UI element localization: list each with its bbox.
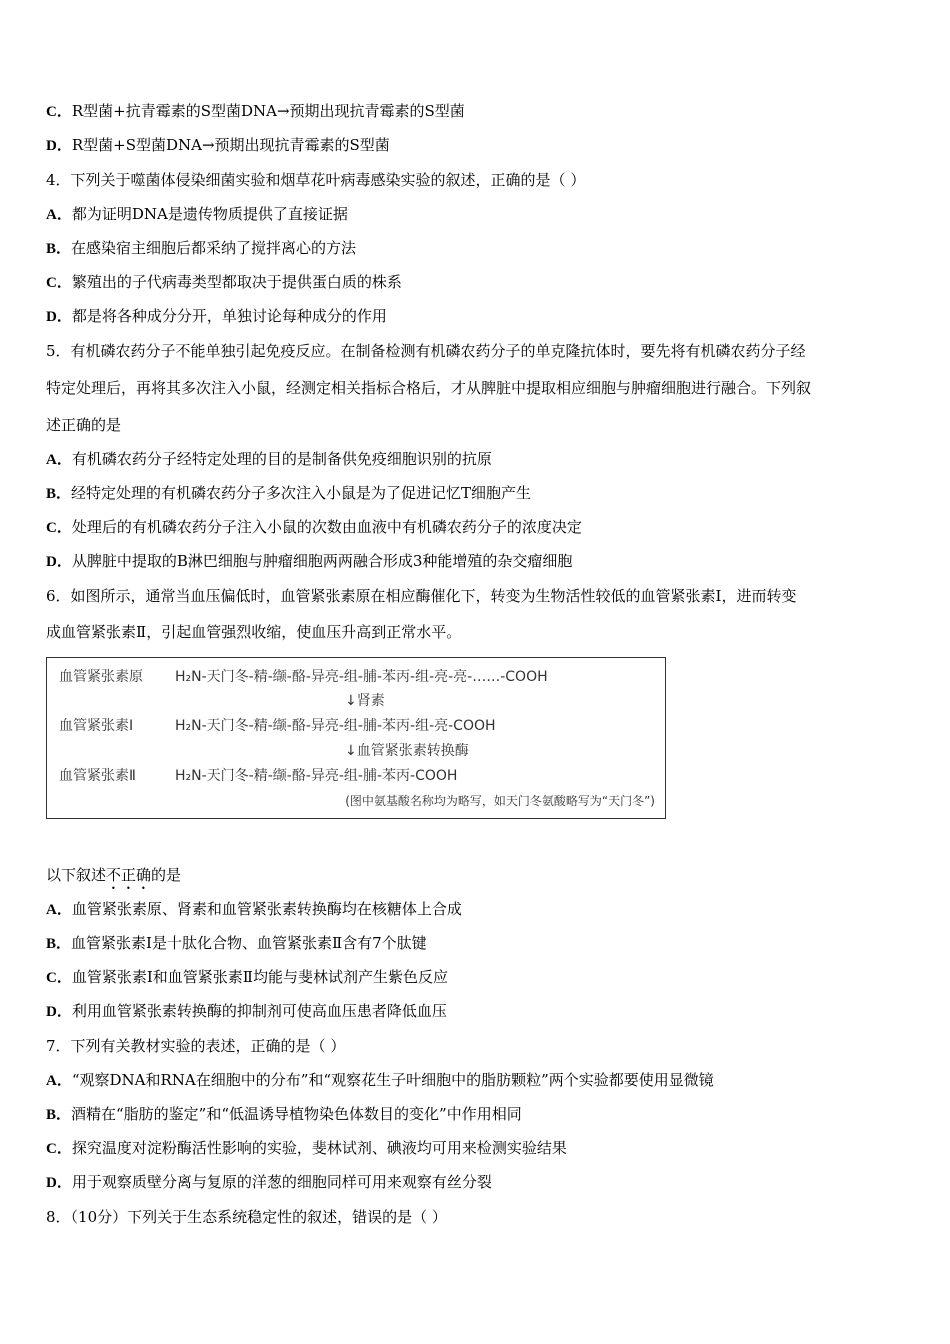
question-7-option-d [46,1172,492,1193]
question-4-option-a [46,204,348,225]
question-5-option-c [46,517,582,538]
prompt-text: 的是 [151,866,182,884]
option-text: 繁殖出的子代病毒类型都取决于提供蛋白质的株系 [71,273,402,291]
option-text: 血管紧张素原、肾素和血管紧张素转换酶均在核糖体上合成 [71,900,462,918]
question-8-stem: 8．（10分）下列关于生态系统稳定性的叙述，错误的是（ ） [46,1208,447,1226]
option-label: B． [46,1107,72,1123]
option-text: 经特定处理的有机磷农药分子多次注入小鼠是为了促进记忆T细胞产生 [71,484,532,502]
option-label: C． [46,970,72,986]
option-text: 利用血管紧张素转换酶的抑制剂可使高血压患者降低血压 [71,1002,447,1020]
figure-row-angiotensin-1 [59,717,496,735]
option-label: A． [46,452,72,468]
figure-arrow-ace: ↓血管紧张素转换酶 [345,743,469,759]
option-text: 有机磷农药分子经特定处理的目的是制备供免疫细胞识别的抗原 [71,450,492,468]
option-text: 血管紧张素Ⅰ是十肽化合物、血管紧张素Ⅱ含有7个肽键 [71,934,427,952]
question-4-option-b [46,238,356,259]
option-d [46,135,390,156]
question-5-option-d [46,551,572,572]
question-6-stem-line-2: 成血管紧张素Ⅱ，引起血管强烈收缩，使血压升高到正常水平。 [46,623,462,641]
prompt-emphasis: 不正确 [106,866,152,884]
option-label: C． [46,1141,72,1157]
option-label: D． [46,1004,72,1020]
question-5-stem-line-1: 5．有机磷农药分子不能单独引起免疫反应。在制备检测有机磷农药分子的单克隆抗体时，要先将有机磷农药分子经 [46,342,806,360]
question-4-option-c [46,272,402,293]
question-7-option-c [46,1138,567,1159]
question-6-prompt [46,865,181,893]
question-6-option-b [46,933,427,954]
option-label: C． [46,520,72,536]
option-text: 都是将各种成分分开，单独讨论每种成分的作用 [71,307,387,325]
figure-row-sequence: H₂N-天门冬-精-缬-酪-异亮-组-脯-苯丙-组-亮-COOH [175,718,496,734]
option-text: 都为证明DNA是遗传物质提供了直接证据 [71,205,348,223]
question-7-stem: 7．下列有关教材实验的表述，正确的是（ ） [46,1037,346,1055]
question-6-option-a [46,899,462,920]
figure-row-name: 血管紧张素原 [59,669,143,685]
option-label: B． [46,241,72,257]
question-7-option-a [46,1070,714,1091]
question-5-option-a [46,449,492,470]
option-text: 酒精在“脂肪的鉴定”和“低温诱导植物染色体数目的变化”中作用相同 [71,1105,522,1123]
question-7-option-b [46,1104,522,1125]
question-6-option-c [46,967,448,988]
prompt-text: 以下叙述 [46,866,107,884]
option-label: B． [46,936,72,952]
option-label: A． [46,902,72,918]
option-label: C． [46,104,72,120]
option-text: 从脾脏中提取的B淋巴细胞与肿瘤细胞两两融合形成3种能增殖的杂交瘤细胞 [71,552,573,570]
option-text: 在感染宿主细胞后都采纳了搅拌离心的方法 [71,239,357,257]
figure-row-angiotensin-2 [59,767,457,785]
option-label: D． [46,309,72,325]
figure-row-name: 血管紧张素Ⅰ [59,718,134,734]
question-6-option-d [46,1001,447,1022]
figure-row-name: 血管紧张素Ⅱ [59,768,136,784]
option-text: 探究温度对淀粉酶活性影响的实验，斐林试剂、碘液均可用来检测实验结果 [71,1139,567,1157]
option-label: C． [46,275,72,291]
question-6-stem-line-1: 6．如图所示，通常当血压偏低时，血管紧张素原在相应酶催化下，转变为生物活性较低的血管紧张素Ⅰ，进而转变 [46,587,797,605]
option-text: 用于观察质壁分离与复原的洋葱的细胞同样可用来观察有丝分裂 [71,1173,492,1191]
figure-arrow-renin: ↓肾素 [345,693,385,709]
figure-row-sequence: H₂N-天门冬-精-缬-酪-异亮-组-脯-苯丙-COOH [175,768,458,784]
option-label: A． [46,207,72,223]
option-label: D． [46,138,72,154]
question-5-option-b [46,483,531,504]
figure-row-sequence: H₂N-天门冬-精-缬-酪-异亮-组-脯-苯丙-组-亮-亮-……-COOH [175,669,548,685]
option-text: R型菌+抗青霉素的S型菌DNA→预期出现抗青霉素的S型菌 [71,102,465,120]
option-label: B． [46,486,72,502]
angiotensin-figure [46,657,666,819]
figure-note: (图中氨基酸名称均为略写，如天门冬氨酸略写为“天门冬”) [345,794,655,808]
question-5-stem-line-3: 述正确的是 [46,416,122,434]
option-c [46,101,465,122]
option-text: “观察DNA和RNA在细胞中的分布”和“观察花生子叶细胞中的脂肪颗粒”两个实验都要使用显微镜 [71,1071,714,1089]
option-text: 血管紧张素Ⅰ和血管紧张素Ⅱ均能与斐林试剂产生紫色反应 [71,968,448,986]
question-4-option-d [46,306,387,327]
option-label: D． [46,1175,72,1191]
option-text: R型菌+S型菌DNA→预期出现抗青霉素的S型菌 [71,136,390,154]
question-5-stem-line-2: 特定处理后，再将其多次注入小鼠，经测定相关指标合格后，才从脾脏中提取相应细胞与肿瘤细胞进行融合。下列叙 [46,379,812,397]
option-label: A． [46,1073,72,1089]
figure-row-angiotensinogen [59,668,548,686]
option-text: 处理后的有机磷农药分子注入小鼠的次数由血液中有机磷农药分子的浓度决定 [71,518,582,536]
question-4-stem: 4．下列关于噬菌体侵染细菌实验和烟草花叶病毒感染实验的叙述，正确的是（ ） [46,171,586,189]
option-label: D． [46,554,72,570]
